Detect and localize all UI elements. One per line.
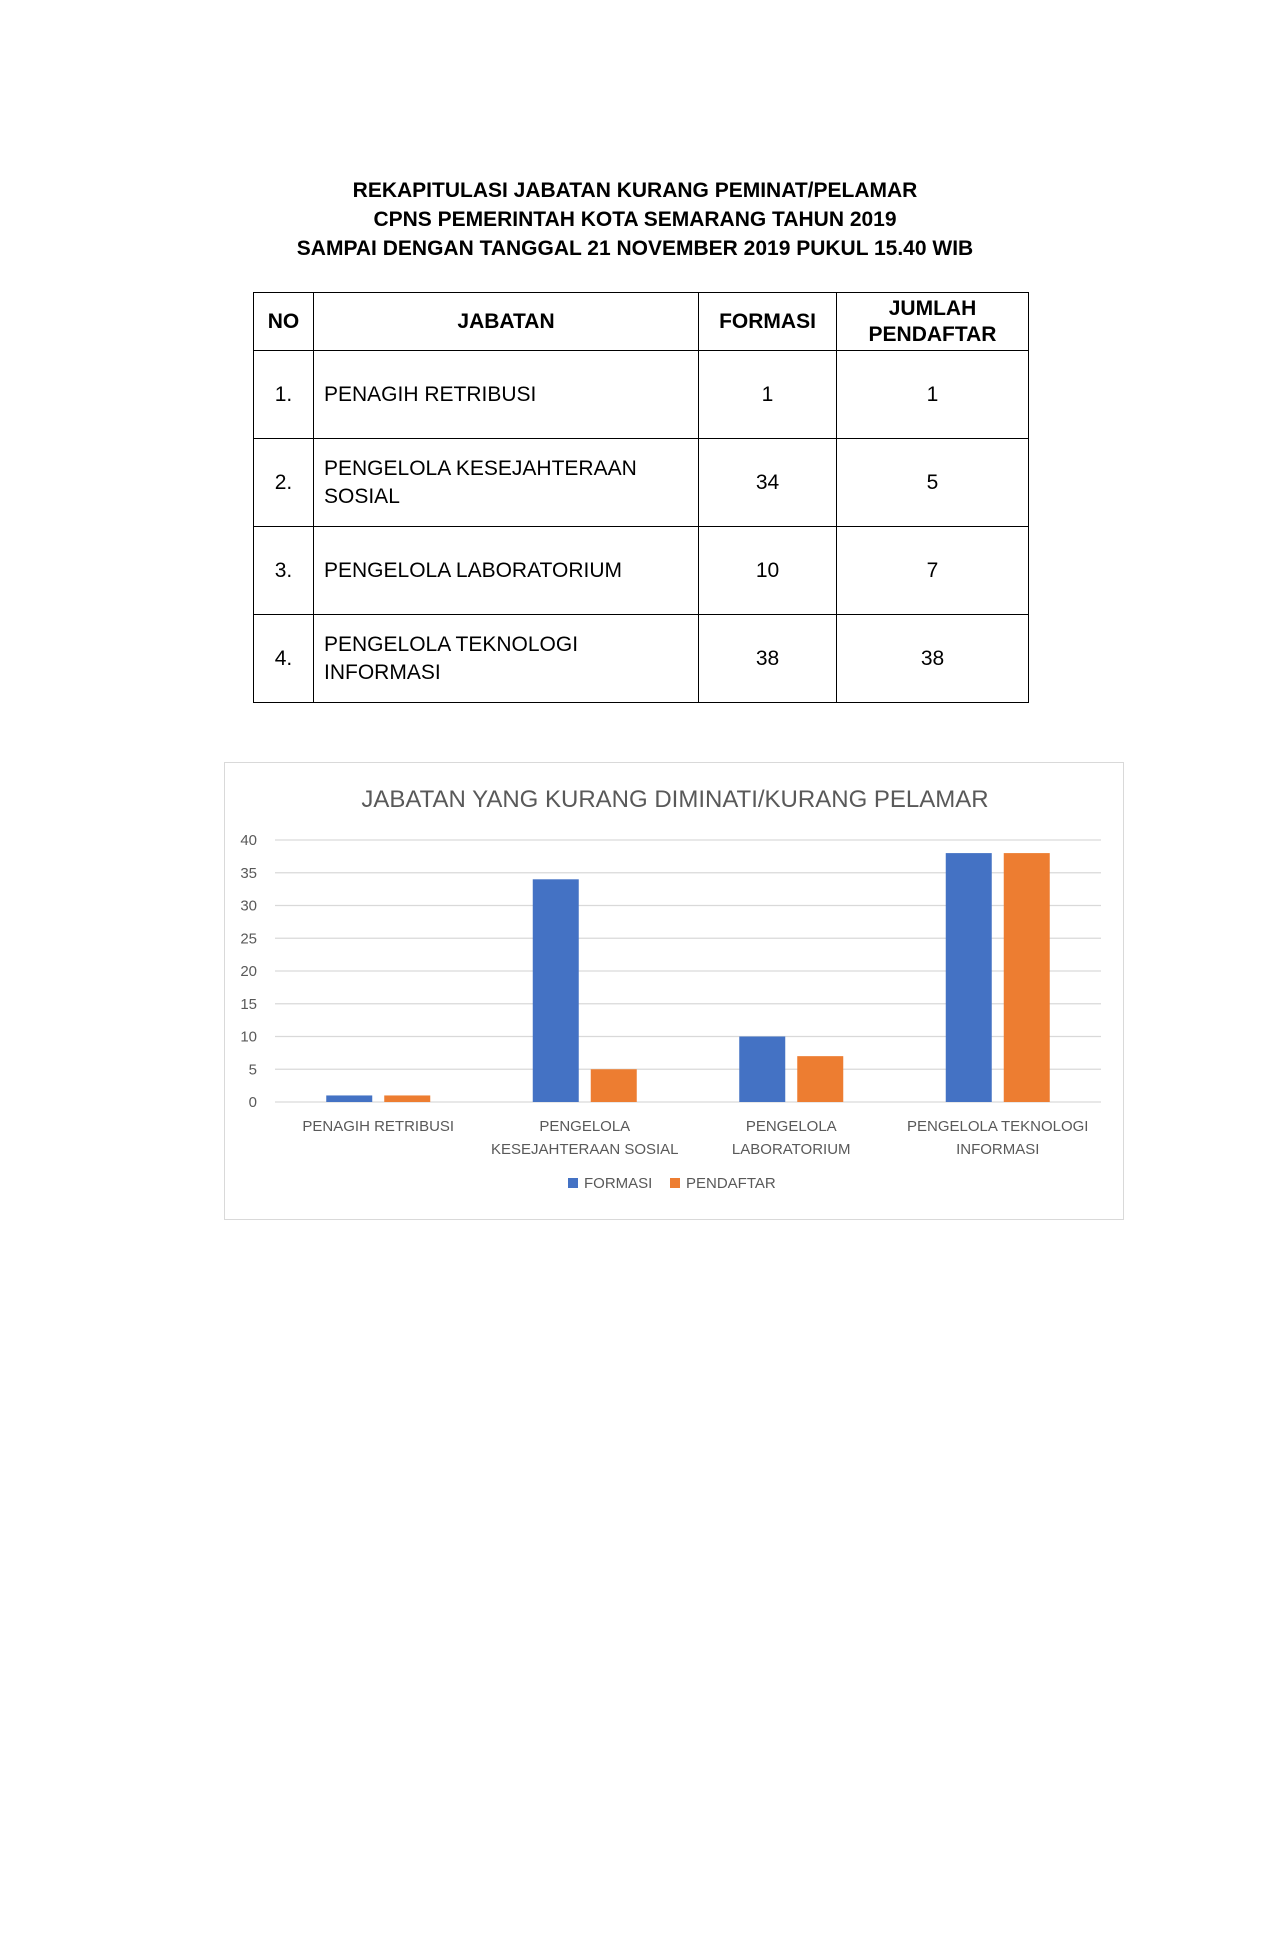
x-tick-label: PENGELOLA bbox=[539, 1118, 631, 1135]
y-tick-label: 5 bbox=[248, 1061, 257, 1079]
bar-formasi bbox=[533, 879, 579, 1102]
bar-chart bbox=[224, 762, 1124, 1220]
header-formasi: FORMASI bbox=[699, 293, 837, 351]
heading-line-1: REKAPITULASI JABATAN KURANG PEMINAT/PELAMAR bbox=[352, 179, 918, 202]
cell-no: 3. bbox=[254, 527, 314, 615]
cell-jabatan: PENAGIH RETRIBUSI bbox=[314, 351, 699, 439]
recap-table bbox=[253, 292, 1029, 703]
bar-formasi bbox=[739, 1037, 785, 1103]
x-tick-label: INFORMASI bbox=[956, 1141, 1040, 1158]
bar-formasi bbox=[946, 853, 992, 1102]
cell-pendaftar: 38 bbox=[837, 615, 1029, 703]
cell-formasi: 38 bbox=[699, 615, 837, 703]
bar-pendaftar bbox=[797, 1056, 843, 1102]
legend-swatch-pendaftar bbox=[670, 1178, 680, 1188]
y-tick-label: 0 bbox=[248, 1094, 257, 1111]
y-tick-label: 35 bbox=[240, 864, 257, 882]
header-no: NO bbox=[254, 293, 314, 351]
chart-title: JABATAN YANG KURANG DIMINATI/KURANG PELAMAR bbox=[361, 786, 989, 813]
y-tick-label: 30 bbox=[240, 897, 257, 915]
x-tick-label: LABORATORIUM bbox=[731, 1141, 851, 1158]
cell-no: 1. bbox=[254, 351, 314, 439]
header-jabatan: JABATAN bbox=[314, 293, 699, 351]
cell-jabatan: PENGELOLA LABORATORIUM bbox=[314, 527, 699, 615]
header-jumlah-pendaftar bbox=[837, 293, 1029, 351]
table-header-row bbox=[254, 293, 1029, 351]
y-tick-label: 10 bbox=[240, 1028, 257, 1046]
y-tick-label: 40 bbox=[240, 832, 257, 849]
cell-formasi: 1 bbox=[699, 351, 837, 439]
cell-no: 4. bbox=[254, 615, 314, 703]
bar-pendaftar bbox=[384, 1095, 430, 1102]
cell-pendaftar: 5 bbox=[837, 439, 1029, 527]
legend-label-pendaftar: PENDAFTAR bbox=[686, 1175, 776, 1192]
x-tick-label: PENAGIH RETRIBUSI bbox=[302, 1118, 455, 1135]
x-tick-label: PENGELOLA TEKNOLOGI bbox=[907, 1118, 1089, 1135]
y-tick-label: 15 bbox=[240, 995, 257, 1013]
x-tick-label: KESEJAHTERAAN SOSIAL bbox=[490, 1141, 679, 1158]
legend-label-formasi: FORMASI bbox=[584, 1175, 653, 1192]
document-heading bbox=[0, 176, 1270, 263]
cell-formasi: 10 bbox=[699, 527, 837, 615]
bar-chart-svg bbox=[225, 763, 1125, 1221]
heading-line-2: CPNS PEMERINTAH KOTA SEMARANG TAHUN 2019 bbox=[373, 208, 897, 231]
bar-formasi bbox=[326, 1095, 372, 1102]
cell-pendaftar: 7 bbox=[837, 527, 1029, 615]
cell-jabatan: PENGELOLA KESEJAHTERAAN SOSIAL bbox=[314, 439, 699, 527]
bar-pendaftar bbox=[591, 1069, 637, 1102]
bar-pendaftar bbox=[1004, 853, 1050, 1102]
table-row bbox=[254, 439, 1029, 527]
y-tick-label: 20 bbox=[240, 963, 257, 980]
x-tick-label: PENGELOLA bbox=[745, 1118, 837, 1135]
cell-no: 2. bbox=[254, 439, 314, 527]
table-row bbox=[254, 527, 1029, 615]
table-row bbox=[254, 351, 1029, 439]
header-jumlah-line1: JUMLAH bbox=[888, 296, 977, 320]
cell-jabatan: PENGELOLA TEKNOLOGI INFORMASI bbox=[314, 615, 699, 703]
y-tick-label: 25 bbox=[240, 930, 257, 948]
cell-pendaftar: 1 bbox=[837, 351, 1029, 439]
header-jumlah-line2: PENDAFTAR bbox=[868, 322, 997, 346]
cell-formasi: 34 bbox=[699, 439, 837, 527]
table-row bbox=[254, 615, 1029, 703]
legend-swatch-formasi bbox=[568, 1178, 578, 1188]
heading-line-3: SAMPAI DENGAN TANGGAL 21 NOVEMBER 2019 PUKUL 15.40 WIB bbox=[296, 237, 974, 260]
